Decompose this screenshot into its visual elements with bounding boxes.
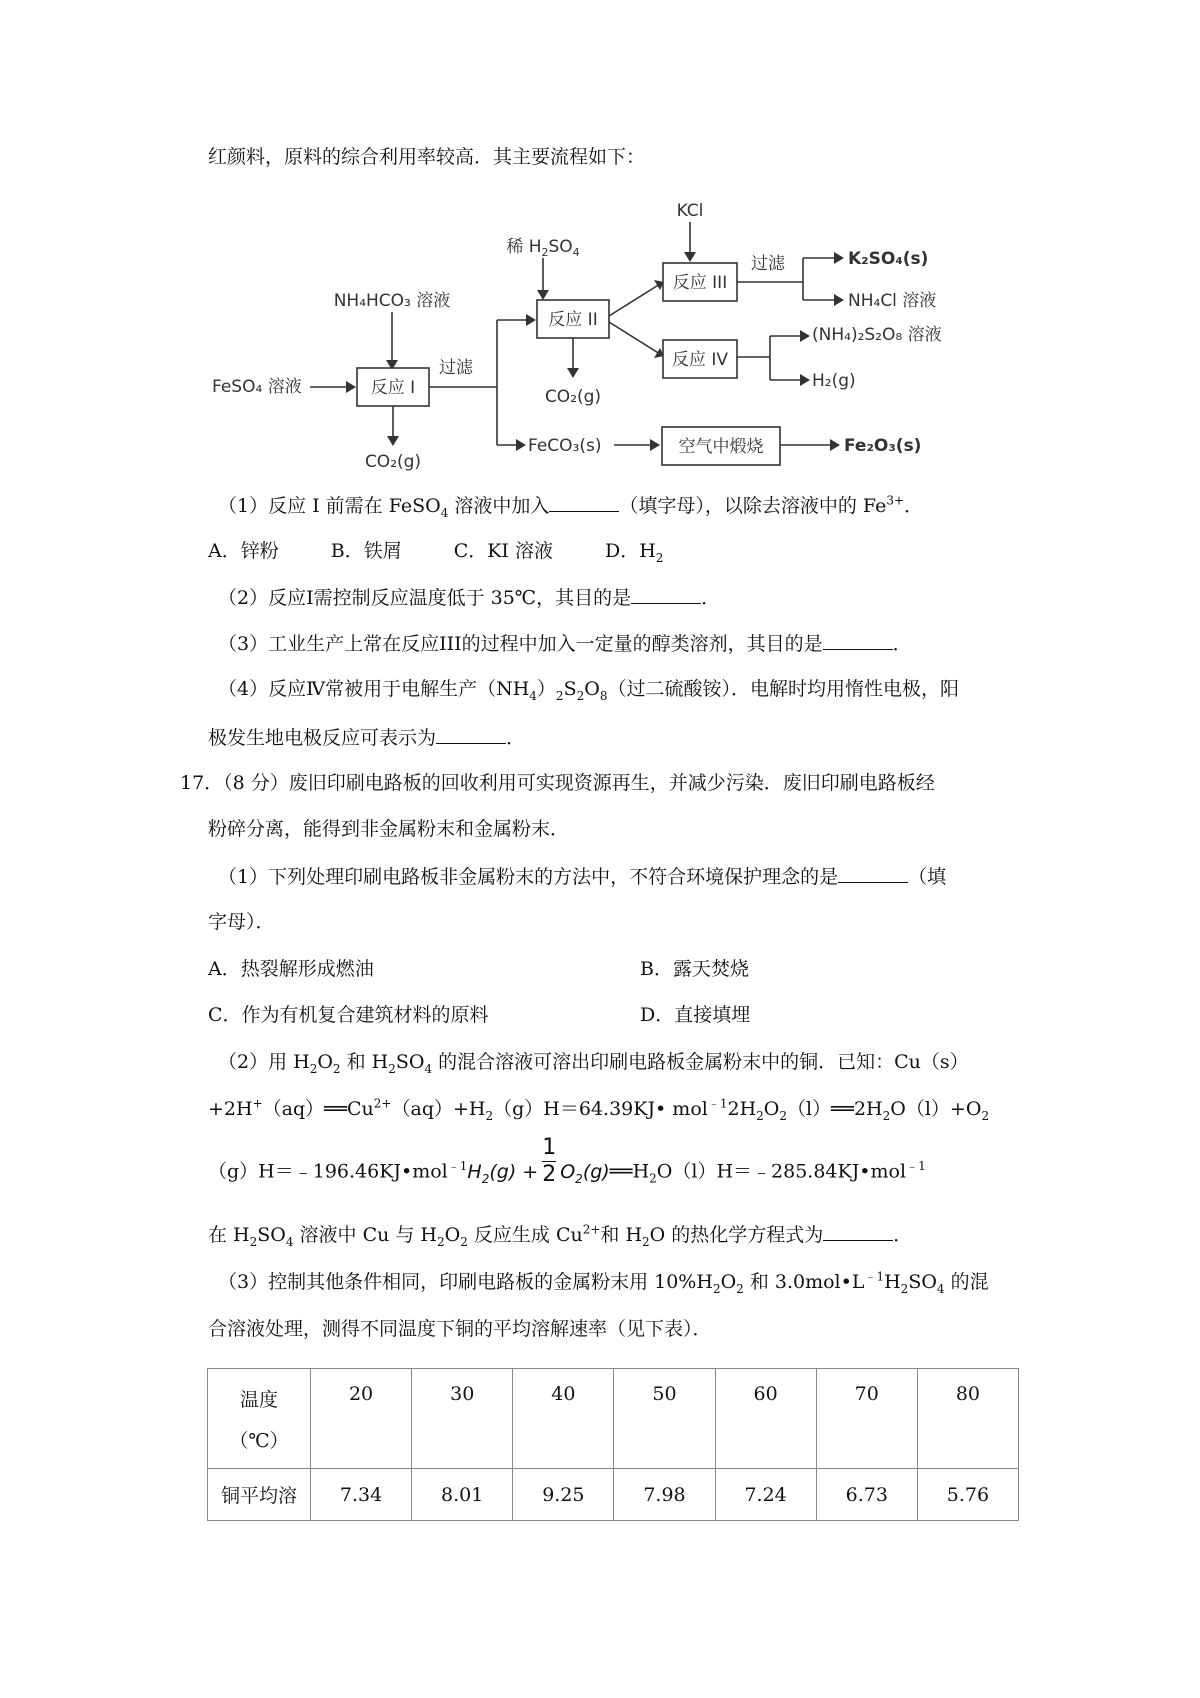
- table-cell: 6.73: [816, 1469, 917, 1521]
- q17-option-b: B．露天焚烧: [640, 958, 749, 980]
- table-cell: 7.24: [715, 1469, 816, 1521]
- intro-line: 红颜料，原料的综合利用率较高．其主要流程如下：: [208, 146, 646, 168]
- reaction-4-label: 反应 IV: [671, 350, 729, 370]
- table-header-cell: 温度 （℃）: [208, 1369, 311, 1469]
- table-cell: 60: [715, 1369, 816, 1469]
- table-cell: 30: [412, 1369, 513, 1469]
- table-cell: 50: [614, 1369, 715, 1469]
- dissolution-rate-table: [207, 1368, 1019, 1521]
- q16-options: [208, 537, 663, 565]
- flow-persulfate: (NH₄)₂S₂O₈ 溶液: [812, 325, 942, 345]
- q17-part2-question: 在 $H_2SO_4$ 溶液中 Cu 与 $H_2O_2$ 反应生成 $Cu^{2+}$和 $H_2O$ 的热化学方程式为 ．: [208, 1220, 912, 1249]
- table-cell: 20: [311, 1369, 412, 1469]
- flow-feco3: FeCO₃(s): [528, 436, 602, 456]
- q17-part3-cont: 合溶液处理，测得不同温度下铜的平均溶解速率（见下表）．: [208, 1318, 712, 1340]
- q17-part1-cont: 字母）．: [208, 911, 275, 933]
- q16-part1: （1）反应 I 前需在 FeSO$_4$ 溶液中加入 （填字母），以除去溶液中的 $Fe^{3+}$．: [218, 491, 923, 520]
- flow-filter-1: 过滤: [439, 358, 473, 378]
- table-cell: 5.76: [917, 1469, 1018, 1521]
- table-header-cell: 铜平均溶: [208, 1469, 311, 1521]
- q17-part2: （2）用 $H_2O_2$ 和 $H_2SO_4$ 的混合溶液可溶出印刷电路板金属粉末中的铜．已知：Cu（s）: [218, 1051, 969, 1076]
- q17-option-d: D．直接填埋: [640, 1004, 751, 1026]
- answer-blank[interactable]: [823, 1220, 893, 1241]
- answer-blank[interactable]: [549, 491, 619, 512]
- table-row: [208, 1469, 1019, 1521]
- flow-h2: H₂(g): [812, 371, 856, 391]
- flow-fe2o3: Fe₂O₃(s): [844, 436, 922, 456]
- equation-1: $+2H^+(aq)══Cu^{2+}(aq)+H_2(g)H=64.39KJ•$ $mol^{﹣1}2H_2O_2(l)══2H_2O(l)+O_2$: [208, 1096, 990, 1123]
- fraction-one-half: $\frac{1}{2}$: [542, 1135, 557, 1187]
- flow-h2so4: 稀 $H_2SO_4$: [506, 237, 580, 259]
- q16-part2: （2）反应Ⅰ需控制反应温度低于 35℃，其目的是 ．: [218, 583, 720, 612]
- table-cell: 8.01: [412, 1469, 513, 1521]
- flow-nh4cl: NH₄Cl 溶液: [848, 291, 937, 311]
- flow-nh4hco3: NH₄HCO₃ 溶液: [333, 291, 451, 311]
- q17-option-a: A．热裂解形成燃油: [208, 958, 374, 980]
- q16-part4: （4）反应Ⅳ常被用于电解生产$(NH_4)_2S_2O_8$（过二硫酸铵）．电解时均用惰性电极，阳: [218, 678, 959, 703]
- reaction-3-label: 反应 III: [672, 273, 728, 293]
- q17-head: 17．（8 分）废旧印刷电路板的回收利用可实现资源再生，并减少污染．废旧印刷电路板经: [180, 772, 935, 794]
- table-cell: 9.25: [513, 1469, 614, 1521]
- reaction-2-label: 反应 II: [548, 310, 598, 330]
- answer-blank[interactable]: [631, 583, 701, 604]
- flow-calcine: 空气中煅烧: [678, 437, 764, 457]
- option-c: C．KI 溶液: [453, 540, 553, 562]
- flow-feso4: FeSO₄ 溶液: [212, 377, 302, 397]
- option-d: D．$H_2$: [604, 540, 664, 565]
- table-row: [208, 1369, 1019, 1469]
- option-a: A．锌粉: [208, 540, 279, 562]
- q16-part3: （3）工业生产上常在反应III的过程中加入一定量的醇类溶剂，其目的是 ．: [218, 629, 912, 658]
- reaction-1-label: 反应 I: [370, 378, 416, 398]
- q17-part1: （1）下列处理印刷电路板非金属粉末的方法中，不符合环境保护理念的是 （填: [218, 862, 946, 891]
- table-cell: 7.98: [614, 1469, 715, 1521]
- equation-2: $(g)H=﹣196.46KJ•mol^{﹣1}H_2(g)$ + $\frac{1}{2}$ $O_2(g)══H_2O(l)H=﹣285.84KJ•mol^{﹣1}$: [208, 1135, 926, 1187]
- q17-option-c: C．作为有机复合建筑材料的原料: [208, 1004, 489, 1026]
- table-cell: 80: [917, 1369, 1018, 1469]
- q17-head-cont: 粉碎分离，能得到非金属粉末和金属粉末．: [208, 818, 570, 840]
- answer-blank[interactable]: [823, 629, 893, 650]
- flow-filter-2: 过滤: [751, 254, 785, 274]
- table-cell: 40: [513, 1369, 614, 1469]
- table-cell: 7.34: [311, 1469, 412, 1521]
- flow-kcl: KCl: [676, 201, 704, 221]
- flow-k2so4: K₂SO₄(s): [848, 249, 929, 269]
- q16-part4-cont: 极发生地电极反应可表示为 ．: [208, 723, 525, 752]
- q17-part3: （3）控制其他条件相同，印刷电路板的金属粉末用 $10\%H_2O_2$ 和 $3.0mol•L^{﹣1}H_2SO_4$ 的混: [218, 1269, 989, 1296]
- answer-blank[interactable]: [838, 862, 908, 883]
- option-b: B．铁屑: [330, 540, 402, 562]
- flow-co2-2: CO₂(g): [544, 387, 602, 407]
- answer-blank[interactable]: [436, 723, 506, 744]
- table-cell: 70: [816, 1369, 917, 1469]
- process-flow-diagram: [0, 175, 1200, 635]
- flow-co2-1: CO₂(g): [364, 452, 422, 472]
